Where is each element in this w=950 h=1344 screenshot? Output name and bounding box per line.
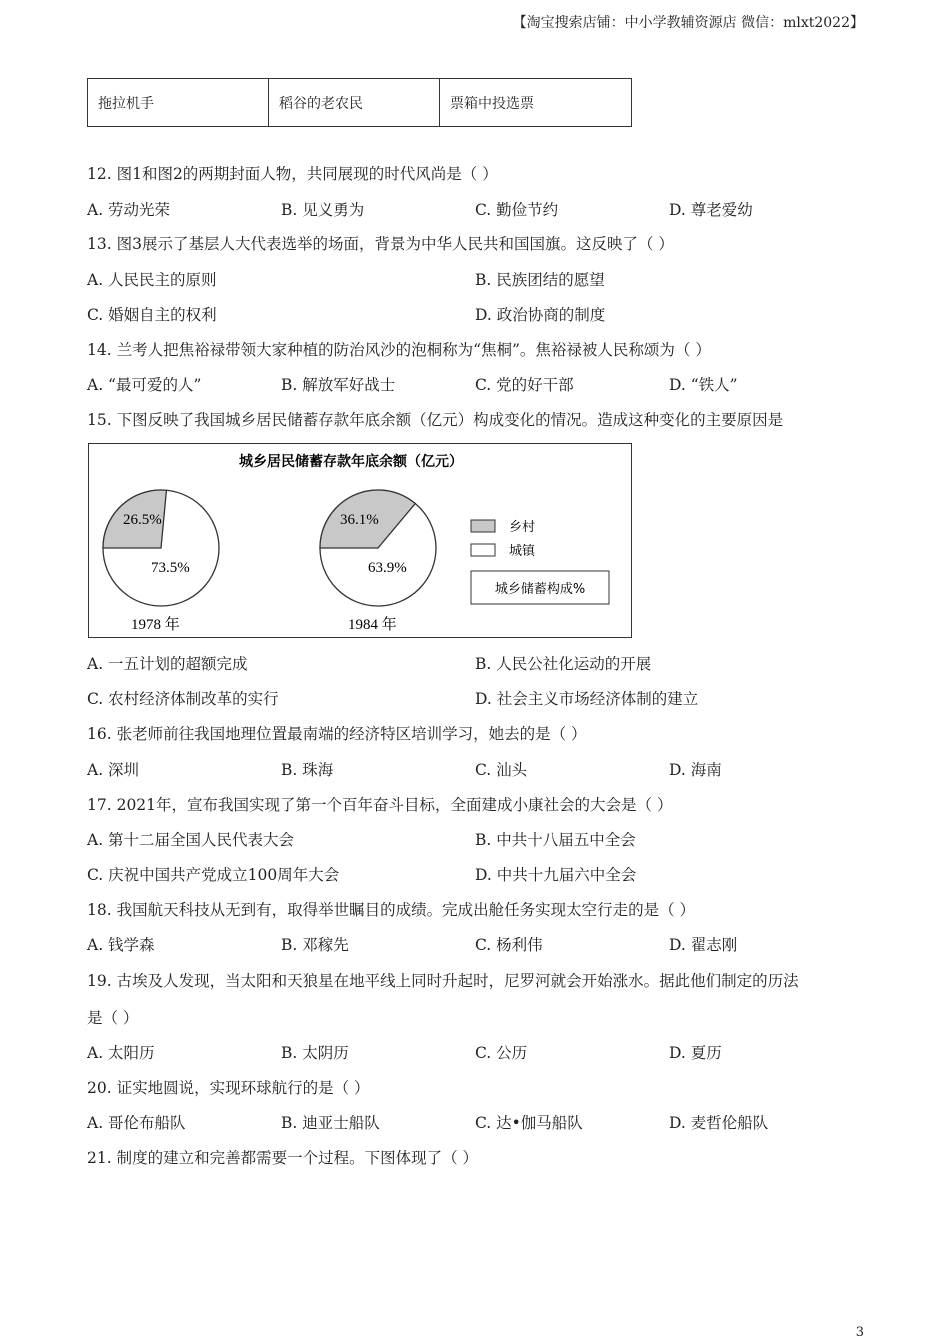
option: B. 民族团结的愿望 <box>475 271 605 289</box>
legend-box-label: 城乡储蓄构成% <box>494 582 586 597</box>
caption-table <box>87 78 632 127</box>
option: B. 太阴历 <box>281 1044 349 1062</box>
option: D. 中共十九届六中全会 <box>475 866 637 884</box>
question-stem: 18. 我国航天科技从无到有，取得举世瞩目的成绩。完成出舱任务实现太空行走的是（ ） <box>87 901 696 919</box>
option: D. “铁人” <box>669 376 738 394</box>
page-number: 3 <box>855 1325 864 1340</box>
option: C. 党的好干部 <box>475 376 574 394</box>
option: D. 翟志刚 <box>669 936 738 954</box>
question-stem: 21. 制度的建立和完善都需要一个过程。下图体现了（ ） <box>87 1149 479 1167</box>
option: B. 珠海 <box>281 761 334 779</box>
pie-data-label: 63.9% <box>368 560 407 576</box>
option: A. 一五计划的超额完成 <box>87 655 248 673</box>
option: A. 劳动光荣 <box>87 201 171 219</box>
option: B. 中共十八届五中全会 <box>475 831 636 849</box>
option: D. 海南 <box>669 761 722 779</box>
question-stem: 14. 兰考人把焦裕禄带领大家种植的防治风沙的泡桐称为“焦桐”。焦裕禄被人民称颂为（ ） <box>87 341 711 359</box>
pie-data-label: 36.1% <box>340 512 379 528</box>
question-stem: 15. 下图反映了我国城乡居民储蓄存款年底余额（亿元）构成变化的情况。造成这种变化的主要原因是 <box>87 411 784 429</box>
option: D. 社会主义市场经济体制的建立 <box>475 690 699 708</box>
option: B. 迪亚士船队 <box>281 1114 380 1132</box>
caption-cell: 拖拉机手 <box>88 79 269 127</box>
savings-pie-chart <box>88 443 632 638</box>
question-stem: 20. 证实地圆说，实现环球航行的是（ ） <box>87 1079 370 1097</box>
option: D. 夏历 <box>669 1044 722 1062</box>
question-stem: 19. 古埃及人发现，当太阳和天狼星在地平线上同时升起时，尼罗河就会开始涨水。据此他们制定的历法 <box>87 972 799 990</box>
option: B. 人民公社化运动的开展 <box>475 655 652 673</box>
pie-data-label: 73.5% <box>151 560 190 576</box>
option: C. 婚姻自主的权利 <box>87 306 217 324</box>
option: A. 第十二届全国人民代表大会 <box>87 831 295 849</box>
option: C. 汕头 <box>475 761 528 779</box>
question-stem: 17. 2021年，宣布我国实现了第一个百年奋斗目标，全面建成小康社会的大会是（ ） <box>87 796 673 814</box>
legend-label: 城镇 <box>509 544 536 559</box>
option: D. 政治协商的制度 <box>475 306 606 324</box>
chart-svg <box>89 444 633 639</box>
page-header: 【淘宝搜索店铺：中小学教辅资源店 微信：mlxt2022】 <box>512 15 864 31</box>
question-stem: 16. 张老师前往我国地理位置最南端的经济特区培训学习，她去的是（ ） <box>87 725 587 743</box>
legend-swatch <box>471 520 495 532</box>
option: A. 深圳 <box>87 761 140 779</box>
option: B. 邓稼先 <box>281 936 349 954</box>
option: A. “最可爱的人” <box>87 376 202 394</box>
option: B. 解放军好战士 <box>281 376 396 394</box>
legend-label: 乡村 <box>509 520 536 535</box>
pie-year-label: 1984 年 <box>348 617 397 633</box>
option: C. 杨利伟 <box>475 936 543 954</box>
option: D. 麦哲伦船队 <box>669 1114 769 1132</box>
option: D. 尊老爱幼 <box>669 201 753 219</box>
caption-cell: 票箱中投选票 <box>440 79 632 127</box>
question-stem: 13. 图3展示了基层人大代表选举的场面，背景为中华人民共和国国旗。这反映了（ ） <box>87 235 674 253</box>
question-stem-continued: 是（ ） <box>87 1009 139 1027</box>
pie-year-label: 1978 年 <box>131 617 180 633</box>
caption-cell: 稻谷的老农民 <box>269 79 440 127</box>
option: C. 庆祝中国共产党成立100周年大会 <box>87 866 340 884</box>
option: C. 公历 <box>475 1044 528 1062</box>
pie-data-label: 26.5% <box>123 512 162 528</box>
option: A. 太阳历 <box>87 1044 155 1062</box>
option: A. 人民民主的原则 <box>87 271 217 289</box>
option: A. 钱学森 <box>87 936 155 954</box>
option: B. 见义勇为 <box>281 201 365 219</box>
option: C. 达•伽马船队 <box>475 1114 583 1132</box>
question-stem: 12. 图1和图2的两期封面人物，共同展现的时代风尚是（ ） <box>87 165 498 183</box>
option: A. 哥伦布船队 <box>87 1114 186 1132</box>
legend-swatch <box>471 544 495 556</box>
chart-title: 城乡居民储蓄存款年底余额（亿元） <box>239 454 463 470</box>
option: C. 农村经济体制改革的实行 <box>87 690 279 708</box>
option: C. 勤俭节约 <box>475 201 559 219</box>
